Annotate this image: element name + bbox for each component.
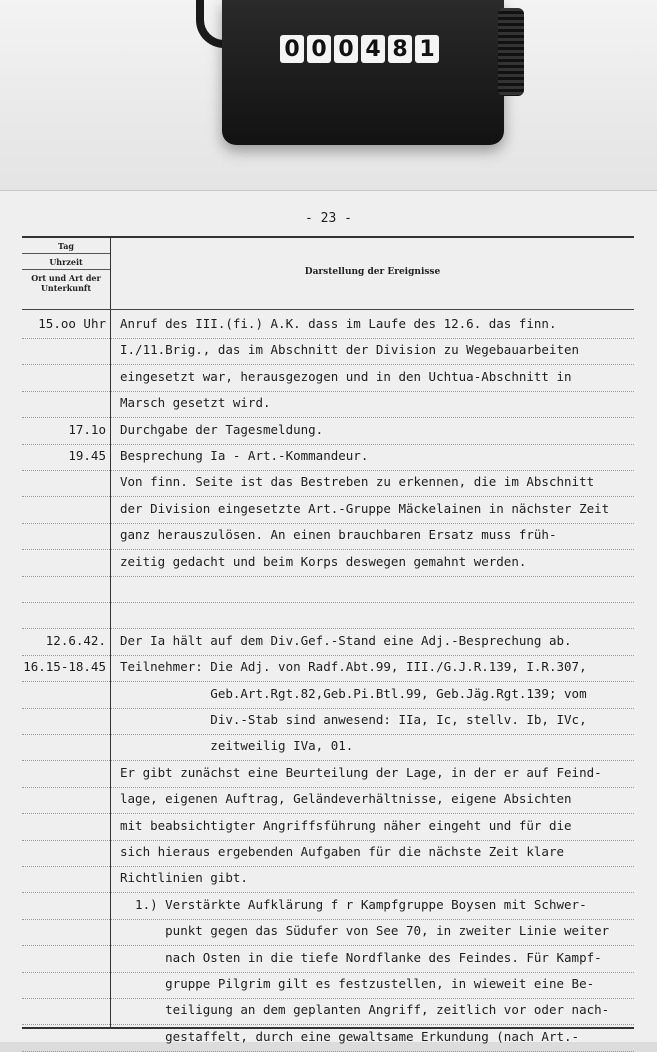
entry-time <box>22 683 110 709</box>
entry-text: teiligung an dem geplanten Angriff, zeitlich vor oder nach- <box>111 999 634 1025</box>
entry-text: Div.-Stab sind anwesend: IIa, Ic, stellv. Ib, IVc, <box>111 709 634 735</box>
counter-digit: 1 <box>415 35 439 63</box>
header-divider <box>22 309 634 310</box>
entry-text: mit beabsichtigter Angriffsführung näher eingeht und für die <box>111 815 634 841</box>
entry-time <box>22 551 110 577</box>
entry-text: Von finn. Seite ist das Bestreben zu erkennen, die im Abschnitt <box>111 471 634 497</box>
entry-time <box>22 471 110 497</box>
entry-text: ganz herauszulösen. An einen brauchbaren Ersatz muss früh- <box>111 524 634 550</box>
entry-time <box>22 788 110 814</box>
entry-time <box>22 392 110 418</box>
entry-time <box>22 947 110 973</box>
header-tag: Tag <box>22 238 110 254</box>
entry-text: I./11.Brig., das im Abschnitt der Division zu Wegebauarbeiten <box>111 339 634 365</box>
entry-time <box>22 867 110 893</box>
entry-time <box>22 603 110 629</box>
counter-digit: 4 <box>361 35 385 63</box>
entry-text: Anruf des III.(fi.) A.K. dass im Laufe des 12.6. das finn. <box>111 313 634 339</box>
counter-digit: 0 <box>334 35 358 63</box>
entry-text: zeitig gedacht und beim Korps deswegen gemahnt werden. <box>111 551 634 577</box>
entry-time <box>22 762 110 788</box>
entry-time <box>22 524 110 550</box>
counter-photo-area <box>0 0 657 195</box>
header-right-column: Darstellung der Ereignisse <box>304 267 441 277</box>
header-uhrzeit: Uhrzeit <box>22 254 110 270</box>
entry-text: Besprechung Ia - Art.-Kommandeur. <box>111 445 634 471</box>
entry-time <box>22 577 110 603</box>
entry-text: Durchgabe der Tagesmeldung. <box>111 419 634 445</box>
entry-time <box>22 920 110 946</box>
entry-text: zeitweilig IVa, 01. <box>111 735 634 761</box>
entry-time <box>22 973 110 999</box>
entry-time: 12.6.42. <box>22 630 110 656</box>
entry-time <box>22 339 110 365</box>
entry-time: 16.15-18.45 <box>22 656 110 682</box>
entry-text: der Division eingesetzte Art.-Gruppe Mäckelainen in nächster Zeit <box>111 498 634 524</box>
counter-digit: 0 <box>307 35 331 63</box>
entry-text: gestaffelt, durch eine gewaltsame Erkundung (nach Art.- <box>111 1026 634 1052</box>
document-page <box>0 190 657 1042</box>
entry-text: punkt gegen das Südufer von See 70, in zweiter Linie weiter <box>111 920 634 946</box>
counter-digits <box>280 35 439 65</box>
entry-text: Der Ia hält auf dem Div.Gef.-Stand eine Adj.-Besprechung ab. <box>111 630 634 656</box>
entry-time: 17.1o <box>22 419 110 445</box>
table-bottom-rule <box>22 1027 634 1029</box>
entry-text: eingesetzt war, herausgezogen und in den Uchtua-Abschnitt in <box>111 366 634 392</box>
counter-digit: 0 <box>280 35 304 63</box>
entry-time <box>22 735 110 761</box>
entry-time <box>22 1026 110 1052</box>
entry-time: 19.45 <box>22 445 110 471</box>
entry-text: Marsch gesetzt wird. <box>111 392 634 418</box>
entry-time <box>22 815 110 841</box>
header-left-column <box>22 238 110 295</box>
entry-text: Richtlinien gibt. <box>111 867 634 893</box>
entry-text: sich hieraus ergebenden Aufgaben für die nächste Zeit klare <box>111 841 634 867</box>
counter-knob <box>498 8 524 96</box>
entry-text: Geb.Art.Rgt.82,Geb.Pi.Btl.99, Geb.Jäg.Rgt.139; vom <box>111 683 634 709</box>
entry-time: 15.oo Uhr <box>22 313 110 339</box>
header-ort: Ort und Art der Unterkunft <box>31 273 101 293</box>
counter-digit: 8 <box>388 35 412 63</box>
entry-text: gruppe Pilgrim gilt es festzustellen, in wieweit eine Be- <box>111 973 634 999</box>
page-counter-device <box>222 0 504 145</box>
entry-text: Teilnehmer: Die Adj. von Radf.Abt.99, III./G.J.R.139, I.R.307, <box>111 656 634 682</box>
entry-time <box>22 498 110 524</box>
entry-time <box>22 999 110 1025</box>
page-number: - 23 - <box>305 211 352 226</box>
entry-time <box>22 709 110 735</box>
entry-text: Er gibt zunächst eine Beurteilung der Lage, in der er auf Feind- <box>111 762 634 788</box>
entry-text <box>111 603 634 629</box>
entry-text: lage, eigenen Auftrag, Geländeverhältnisse, eigene Absichten <box>111 788 634 814</box>
entry-time <box>22 841 110 867</box>
entry-time <box>22 894 110 920</box>
entry-text <box>111 577 634 603</box>
table-top-rule <box>22 236 634 238</box>
entry-text: nach Osten in die tiefe Nordflanke des Feindes. Für Kampf- <box>111 947 634 973</box>
entry-text: 1.) Verstärkte Aufklärung f r Kampfgruppe Boysen mit Schwer- <box>111 894 634 920</box>
entry-time <box>22 366 110 392</box>
